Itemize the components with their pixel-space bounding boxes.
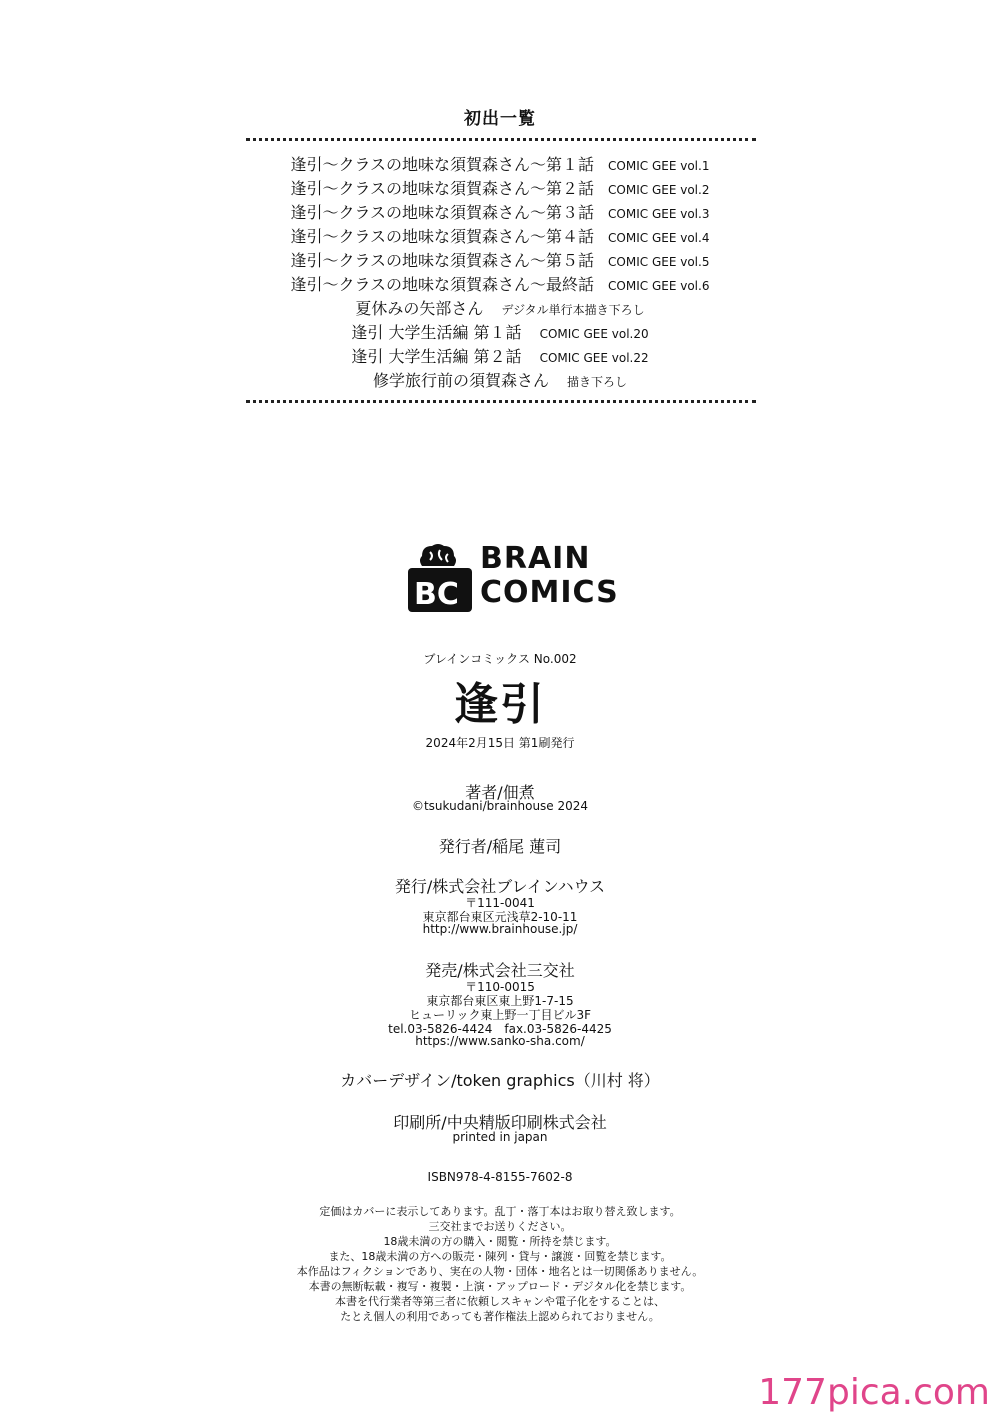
- logo-line-1: BRAIN: [480, 541, 591, 576]
- series-number: ブレインコミックス No.002: [423, 652, 577, 666]
- story-title: 逢引～クラスの地味な須賀森さん～第４話: [290, 227, 595, 246]
- story-source: COMIC GEE vol.1: [608, 159, 710, 173]
- list-item: [0, 248, 1000, 272]
- story-title: 夏休みの矢部さん: [355, 299, 484, 318]
- story-source: COMIC GEE vol.20: [539, 327, 649, 341]
- notice-line: 本書を代行業者等第三者に依頼しスキャンや電子化をすることは、: [335, 1295, 665, 1308]
- distributor-phone: tel.03-5826-4424 fax.03-5826-4425: [388, 1022, 612, 1036]
- distributor-address-2: ヒューリック東上野一丁目ビル3F: [408, 1008, 592, 1022]
- publisher-zip: 〒111-0041: [465, 896, 535, 910]
- publisher: 発行/株式会社ブレインハウス: [394, 877, 606, 896]
- story-title: 逢引～クラスの地味な須賀森さん～最終話: [290, 275, 595, 294]
- notice-line: 三交社までお送りください。: [428, 1220, 572, 1233]
- story-source: 描き下ろし: [567, 375, 628, 389]
- story-title: 逢引 大学生活編 第２話: [351, 347, 522, 366]
- author: 著者/佃煮: [465, 783, 535, 802]
- notice-line: 18歳未満の方の購入・閲覧・所持を禁じます。: [383, 1235, 617, 1248]
- isbn: ISBN978-4-8155-7602-8: [427, 1170, 573, 1184]
- notice-line: 定価はカバーに表示してあります。乱丁・落丁本はお取り替え致します。: [319, 1205, 681, 1218]
- issuer: 発行者/稲尾 蓮司: [438, 837, 562, 856]
- first-appearance-heading: 初出一覧: [464, 109, 536, 129]
- logo-mark-text: BC: [414, 577, 459, 612]
- list-item: [0, 368, 1000, 392]
- list-item: [0, 320, 1000, 344]
- story-source: COMIC GEE vol.2: [608, 183, 710, 197]
- story-title: 逢引～クラスの地味な須賀森さん～第２話: [290, 179, 595, 198]
- cover-design: カバーデザイン/token graphics（川村 将）: [340, 1071, 660, 1090]
- distributor-url: https://www.sanko-sha.com/: [415, 1034, 585, 1048]
- list-item: [0, 296, 1000, 320]
- publication-date: 2024年2月15日 第1刷発行: [425, 736, 575, 750]
- story-source: COMIC GEE vol.6: [608, 279, 710, 293]
- notice-line: 本作品はフィクションであり、実在の人物・団体・地名とは一切関係ありません。: [296, 1265, 704, 1278]
- watermark: 177pica.com: [758, 1372, 990, 1413]
- copyright: ©tsukudani/brainhouse 2024: [411, 799, 589, 813]
- story-source: デジタル単行本描き下ろし: [501, 303, 645, 317]
- notice-line: 本書の無断転載・複写・複製・上演・アップロード・デジタル化を禁じます。: [308, 1280, 692, 1293]
- story-title: 逢引～クラスの地味な須賀森さん～第５話: [290, 251, 595, 270]
- list-item: [0, 152, 1000, 176]
- publisher-address: 東京都台東区元浅草2-10-11: [422, 910, 578, 924]
- printed-in: printed in japan: [452, 1130, 548, 1144]
- dotted-divider-top: [246, 138, 756, 141]
- distributor-address-1: 東京都台東区東上野1-7-15: [426, 994, 574, 1008]
- brain-comics-logo: [404, 541, 619, 614]
- story-source: COMIC GEE vol.3: [608, 207, 710, 221]
- list-item: [0, 272, 1000, 296]
- publisher-url: http://www.brainhouse.jp/: [422, 922, 578, 936]
- story-source: COMIC GEE vol.22: [539, 351, 649, 365]
- story-title: 逢引～クラスの地味な須賀森さん～第１話: [290, 155, 595, 174]
- logo-line-2: COMICS: [480, 575, 619, 610]
- list-item: [0, 344, 1000, 368]
- list-item: [0, 224, 1000, 248]
- printer: 印刷所/中央精版印刷株式会社: [393, 1113, 607, 1132]
- story-source: COMIC GEE vol.5: [608, 255, 710, 269]
- notice-line: また、18歳未満の方への販売・陳列・貸与・譲渡・回覧を禁じます。: [328, 1250, 672, 1263]
- list-item: [0, 176, 1000, 200]
- brain-mark-icon: [404, 542, 476, 614]
- first-appearance-list: [0, 152, 1000, 392]
- distributor: 発売/株式会社三交社: [425, 961, 575, 980]
- book-title: 逢引: [454, 679, 546, 730]
- story-title: 逢引～クラスの地味な須賀森さん～第３話: [290, 203, 595, 222]
- distributor-zip: 〒110-0015: [465, 980, 535, 994]
- dotted-divider-bottom: [246, 400, 756, 403]
- list-item: [0, 200, 1000, 224]
- story-source: COMIC GEE vol.4: [608, 231, 710, 245]
- story-title: 逢引 大学生活編 第１話: [351, 323, 522, 342]
- story-title: 修学旅行前の須賀森さん: [372, 371, 549, 390]
- notice-line: たとえ個人の利用であっても著作権法上認められておりません。: [340, 1310, 660, 1323]
